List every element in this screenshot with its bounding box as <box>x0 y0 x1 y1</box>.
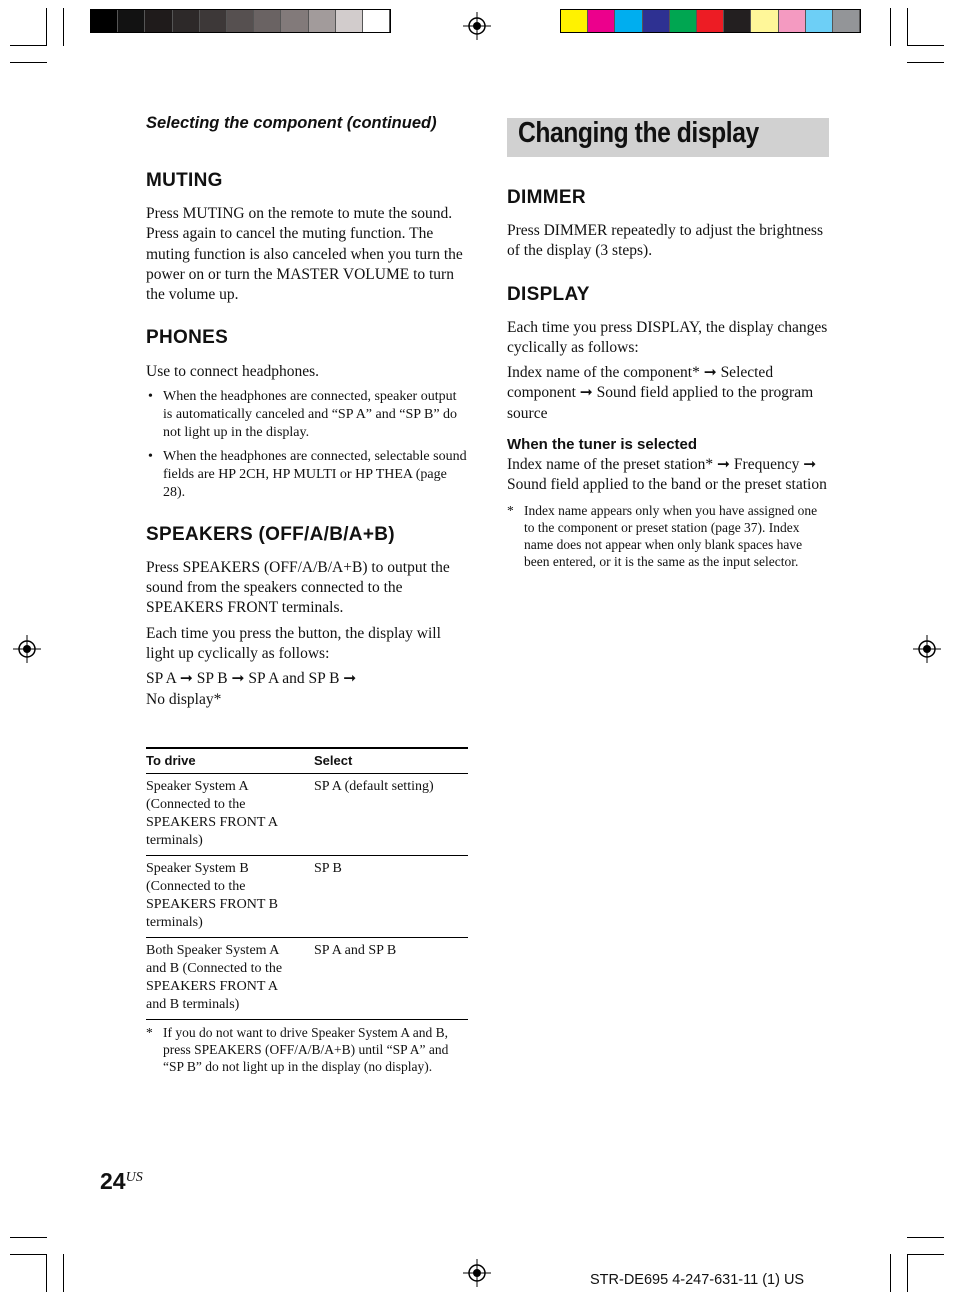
footnote-text: If you do not want to drive Speaker System A and B, press SPEAKERS (OFF/A/B/A+B) until “SP A” and “SP B” do not light up in the display (no display). <box>163 1025 449 1074</box>
color-swatch <box>118 10 145 32</box>
color-swatch <box>561 10 588 32</box>
left-column <box>146 170 468 710</box>
color-swatch <box>227 10 254 32</box>
phones-intro: Use to connect headphones. <box>146 363 320 381</box>
color-swatch <box>697 10 724 32</box>
color-swatch <box>724 10 751 32</box>
color-swatch <box>615 10 642 32</box>
color-swatch <box>91 10 118 32</box>
speakers-text-2: Each time you press the button, the display will light up cyclically as follows: <box>146 624 441 662</box>
registration-mark-icon <box>913 635 941 663</box>
registration-mark-icon <box>463 1259 491 1287</box>
registration-mark-icon <box>13 635 41 663</box>
color-calibration-bar <box>560 9 861 33</box>
dimmer-heading: DIMMER <box>507 187 586 208</box>
display-heading: DISPLAY <box>507 283 590 305</box>
color-swatch <box>309 10 336 32</box>
color-swatch <box>173 10 200 32</box>
footnote-text: Index name appears only when you have assigned one to the component or preset station (page 37). Index name does not appear when only blank spaces have been entered, or it is the same as the input selector. <box>524 502 818 569</box>
color-swatch <box>779 10 806 32</box>
footer-code: STR-DE695 4-247-631-11 (1) US <box>590 1272 805 1288</box>
registration-mark-icon <box>463 12 491 40</box>
page-number <box>100 1168 143 1195</box>
display-text-2: Index name of the component* ➞ Selected component ➞ Sound field applied to the program source <box>507 364 814 422</box>
color-swatch <box>751 10 778 32</box>
color-swatch <box>254 10 281 32</box>
grayscale-calibration-bar <box>90 9 391 33</box>
speakers-sequence-2: No display* <box>146 690 222 708</box>
color-swatch <box>588 10 615 32</box>
list-item: • When the headphones are connected, speaker output is automatically canceled and “SP A” and “SP B” do not light up in the display. <box>146 388 468 442</box>
color-swatch <box>145 10 172 32</box>
tuner-subheading: When the tuner is selected <box>507 436 698 454</box>
dimmer-text: Press DIMMER repeatedly to adjust the brightness of the display (3 steps). <box>507 222 823 260</box>
footnote-asterisk: * <box>146 1025 153 1040</box>
color-swatch <box>281 10 308 32</box>
table-row <box>146 856 468 938</box>
speakers-footnote <box>146 1024 469 1075</box>
color-swatch <box>833 10 860 32</box>
table-cell-drive: Speaker System A (Connected to the SPEAKERS FRONT A terminals) <box>146 774 314 856</box>
speakers-sequence-1: SP A ➞ SP B ➞ SP A and SP B ➞ <box>146 670 357 688</box>
color-swatch <box>806 10 833 32</box>
speakers-text-1: Press SPEAKERS (OFF/A/B/A+B) to output the sound from the speakers connected to the SPEAKERS FRONT terminals. <box>146 558 450 617</box>
page-number-suffix: US <box>125 1170 143 1185</box>
table-cell-select: SP A (default setting) <box>314 774 468 856</box>
right-column <box>507 187 829 570</box>
page-number-value: 24 <box>100 1168 126 1194</box>
table-cell-drive: Both Speaker System A and B (Connected to the SPEAKERS FRONT A and B terminals) <box>146 938 314 1020</box>
color-swatch <box>363 10 390 32</box>
table-header-to-drive: To drive <box>146 748 314 774</box>
phones-heading: PHONES <box>146 327 229 349</box>
table-row <box>146 774 468 856</box>
color-swatch <box>336 10 363 32</box>
speaker-select-table <box>146 747 468 1020</box>
table-cell-drive: Speaker System B (Connected to the SPEAKERS FRONT B terminals) <box>146 856 314 938</box>
list-item: • When the headphones are connected, selectable sound fields are HP 2CH, HP MULTI or HP THEA (page 28). <box>146 448 468 502</box>
table-cell-select: SP A and SP B <box>314 938 468 1020</box>
muting-heading: MUTING <box>146 170 223 191</box>
display-text-1: Each time you press DISPLAY, the display changes cyclically as follows: <box>507 318 828 356</box>
table-row <box>146 938 468 1020</box>
display-footnote <box>507 502 829 570</box>
table-cell-select: SP B <box>314 856 468 938</box>
phones-bullets <box>146 388 468 502</box>
footnote-asterisk: * <box>507 502 514 518</box>
color-swatch <box>200 10 227 32</box>
color-swatch <box>643 10 670 32</box>
table-header-select: Select <box>314 748 468 774</box>
display-text-3: Index name of the preset station* ➞ Frequency ➞ Sound field applied to the band or the preset station <box>507 456 827 494</box>
running-head: Selecting the component (continued) <box>146 114 437 132</box>
muting-text: Press MUTING on the remote to mute the sound. Press again to cancel the muting function. The muting function is also canceled when you turn the power on or turn the MASTER VOLUME to turn the volume up. <box>146 205 463 304</box>
section-title: Changing the display <box>518 117 759 149</box>
speakers-heading: SPEAKERS (OFF/A/B/A+B) <box>146 523 395 545</box>
color-swatch <box>670 10 697 32</box>
